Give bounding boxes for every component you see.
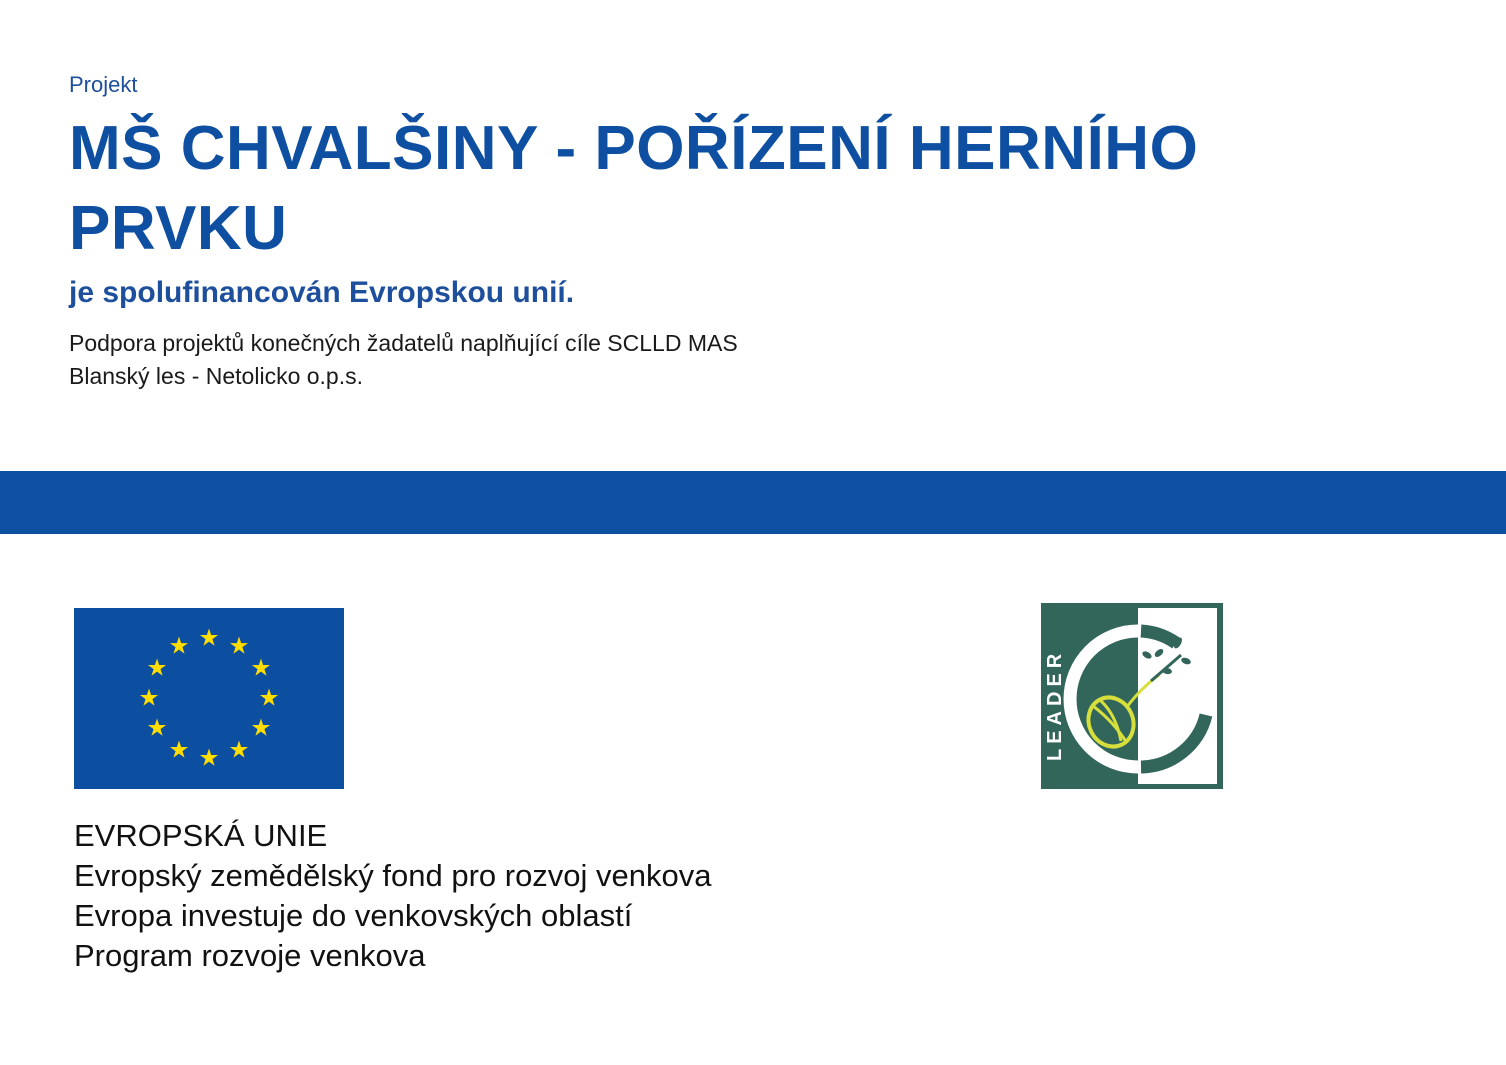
cofinancing-statement: je spolufinancován Evropskou unií. <box>69 276 575 309</box>
leader-logo-text: LEADER <box>1044 648 1066 761</box>
eu-flag-icon <box>74 608 344 789</box>
program-line-1: Podpora projektů konečných žadatelů naplňující cíle SCLLD MAS <box>69 330 738 356</box>
eu-line-4: Program rozvoje venkova <box>74 938 426 973</box>
leader-logo-graphic <box>1041 603 1223 789</box>
program-line-2: Blanský les - Netolicko o.p.s. <box>69 363 364 389</box>
eu-line-1: EVROPSKÁ UNIE <box>74 818 328 853</box>
title-line-2: PRVKU <box>69 194 288 263</box>
eu-line-3: Evropa investuje do venkovských oblastí <box>74 898 633 933</box>
eu-flag-graphic <box>74 608 344 789</box>
title-line-1: MŠ CHVALŠINY - POŘÍZENÍ HERNÍHO <box>69 114 1199 183</box>
eu-fund-text <box>74 816 712 976</box>
blue-divider-band <box>0 471 1506 534</box>
program-description <box>69 327 869 393</box>
leader-logo-icon <box>1041 603 1223 789</box>
project-label: Projekt <box>69 72 138 97</box>
page-title <box>69 109 1269 269</box>
eu-line-2: Evropský zemědělský fond pro rozvoj venkova <box>74 858 712 893</box>
